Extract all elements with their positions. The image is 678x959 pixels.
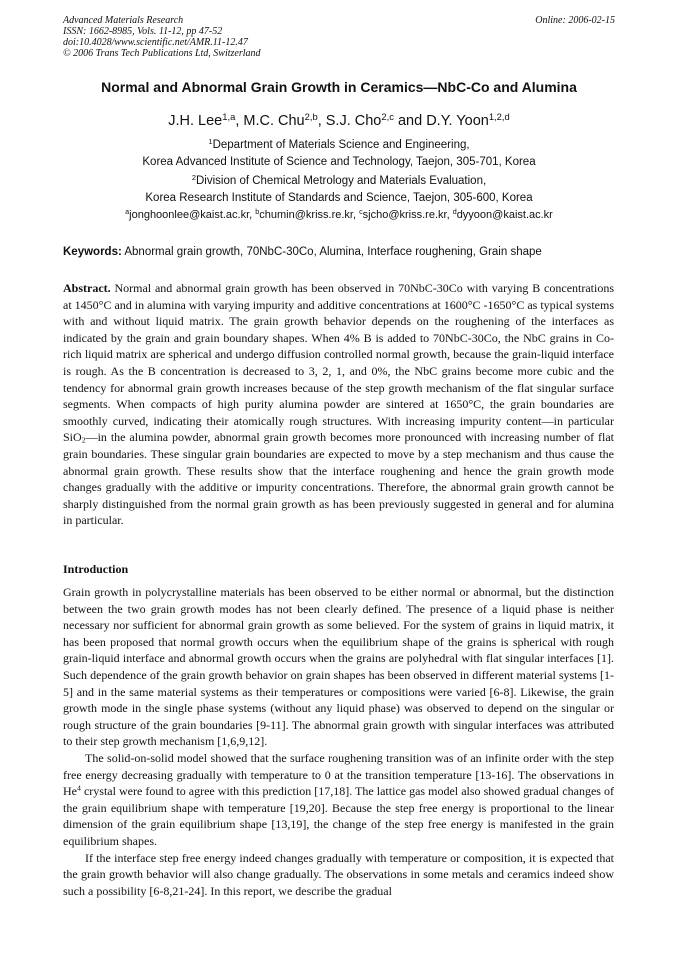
abstract-label: Abstract. [63,281,111,295]
paragraph: Grain growth in polycrystalline materials has been observed to be either normal or abnormal, but the distinction between the two grain growth modes has not been clearly defined. The presence of a liquid phase is neither necessary nor sufficient for abnormal grain growth as some believed. For the system of grains in liquid matrix, it has been proposed that normal growth occurs when the equilibrium shape of the grains is spherical with rough grain-liquid interface and abnormal growth occurs when the grains are polyhedral with flat singular interfaces [1]. Such dependence of the grain growth behavior on grain shapes has been observed in different material systems [1-5] and in the same material systems as their temperatures or compositions were varied [6-8]. Likewise, the grain growth mode in the single phase systems (without any liquid phase) was observed to depend on the singular or rough structure of the grain boundaries [9-11]. The abnormal grain growth with singular interfaces was attributed to their step growth mechanism [1,6,9,12]. [63,585,614,749]
affiliation-2: $^2$Division of Chemical Metrology and Materials Evaluation, Korea Research Institute of Standards and Science, Taejon, 305-600, Korea [145,172,533,204]
email-list: $^a$jonghoonlee@kaist.ac.kr, $^b$chumin@kriss.re.kr, $^c$sjcho@kriss.re.kr, $^d$dyyoon@kaist.ac.kr [125,208,553,221]
doi-line: doi:10.4028/www.scientific.net/AMR.11-12.47 [63,37,248,48]
affiliation-1: $^1$Department of Materials Science and Engineering, Korea Advanced Institute of Science and Technology, Taejon, 305-701, Korea [142,136,536,168]
paper-title: Normal and Abnormal Grain Growth in Ceramics—NbC-Co and Alumina [101,79,577,95]
section-heading-introduction: Introduction [63,562,129,576]
email-link[interactable]: $^c$sjcho@kriss.re.kr [359,208,447,221]
email-link[interactable]: $^d$dyyoon@kaist.ac.kr [452,208,553,221]
keywords [63,246,623,258]
author: J.H. Lee$^{1,a}$, [168,110,244,129]
introduction-body [63,584,614,899]
online-date: Online: 2006-02-15 [535,15,615,26]
keywords-text: Abnormal grain growth, 70NbC-30Co, Alumina, Interface roughening, Grain shape [124,246,542,258]
keywords-label: Keywords: [63,246,122,258]
author-list [0,110,678,129]
author: M.C. Chu$^{2,b}$, [243,110,326,129]
author: S.J. Cho$^{2,c}$ and [325,110,427,129]
paragraph: The solid-on-solid model showed that the surface roughening transition was of an infinite order with the step free energy decreasing gradually with temperature to 0 at the transition temperature [13-16]. The observations in He$^4$ crystal were found to agree with this prediction [17,18]. The lattice gas model also showed gradual changes of the grain equilibrium shape with temperature [19,20]. Because the step free energy is proportional to the linear dimension of the grain equilibrium shape [13,19], the change of the step free energy is manifested in the grain equilibrium shapes. [63,750,614,848]
copyright-line: © 2006 Trans Tech Publications Ltd, Switzerland [63,48,261,59]
journal-name: Advanced Materials Research [63,15,184,26]
paragraph: If the interface step free energy indeed changes gradually with temperature or composition, it is expected that the grain growth behavior will also change gradually. The observations in some metals and ceramics indeed show such a possibility [6-8,21-24]. In this report, we describe the gradual [63,850,614,898]
abstract: Abstract. Normal and abnormal grain growth has been observed in 70NbC-30Co with varying B concentrations at 1450°C and in alumina with varying impurity and additive concentrations at 1600°C -1650°C as typical systems with and without liquid matrix. The grain growth behavior depends on the roughening of the interfaces as indicated by the grain and grain boundary shapes. When 4% B is added to 70NbC-30Co, the NbC grains in Co-rich liquid matrix are spherical and undergo diffusion controlled normal growth, because the grain-liquid interface is rough. As the B concentration is decreased to 3, 2, 1, and 0%, the NbC grains become more cubic and the tendency for abnormal grain growth increases because of the step growth mechanism of the flat singular surface segments. When compacts of high purity alumina powder are sintered at 1650°C, the grain boundaries are smoothly curved, indicating their atomically rough structures. With increasing impurity content—in particular SiO$_2$—in the alumina powder, abnormal grain growth becomes more pronounced with increasing number of flat grain boundaries. These singular grain boundaries are expected to move by a step mechanism and thus cause the abnormal grain growth. These results show that the interface roughening and hence the grain growth mode changes gradually with the additive or impurity concentrations. Therefore, the abnormal grain growth cannot be sharply distinguished from the normal grain growth as has been previously suggested in general and for alumina in particular. [63,281,615,528]
running-header [63,15,615,59]
issn-line: ISSN: 1662-8985, Vols. 11-12, pp 47-52 [63,26,223,37]
author: D.Y. Yoon$^{1,2,d}$ [426,110,510,129]
email-link[interactable]: $^b$chumin@kriss.re.kr [255,208,353,221]
email-link[interactable]: $^a$jonghoonlee@kaist.ac.kr [125,208,250,221]
